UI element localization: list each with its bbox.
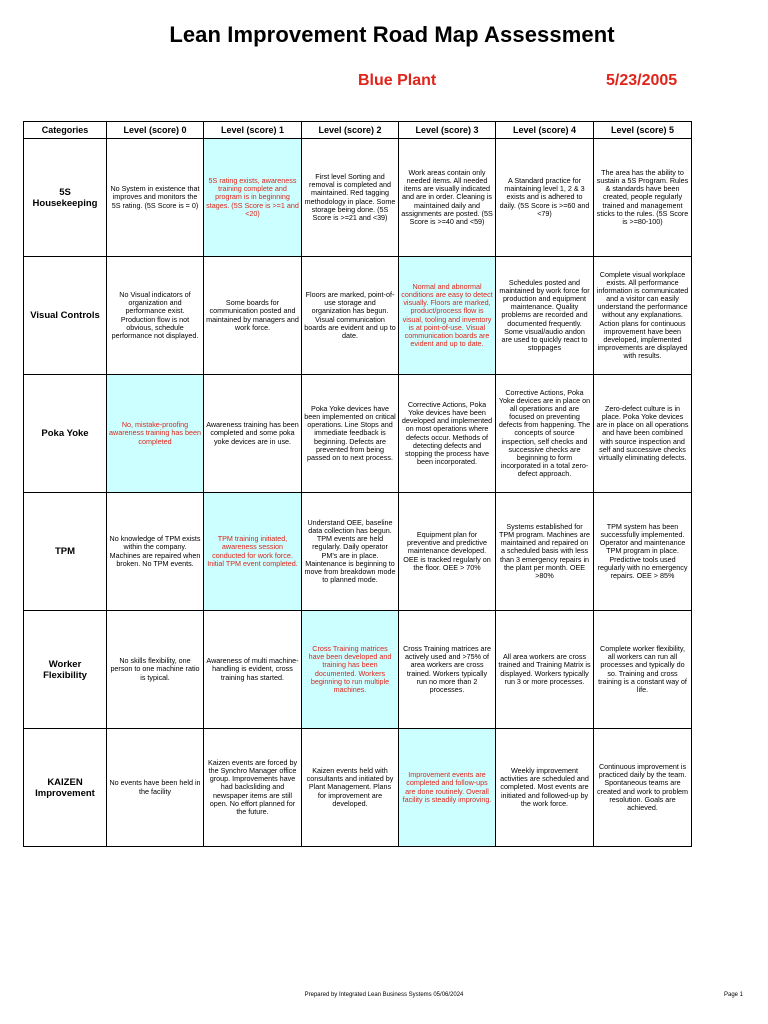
level-5-cell: Continuous improvement is practiced daily by the team. Spontaneous teams are created and work to problem resolution. Goals are achieved. bbox=[594, 729, 692, 847]
level-1-cell: TPM training initiated, awareness session conducted for work force. Initial TPM event completed. bbox=[204, 493, 302, 611]
category-cell: TPM bbox=[24, 493, 107, 611]
category-cell: Visual Controls bbox=[24, 257, 107, 375]
level-1-cell: Awareness training has been completed and some poka yoke devices are in use. bbox=[204, 375, 302, 493]
category-cell: Poka Yoke bbox=[24, 375, 107, 493]
level-1-cell: Some boards for communication posted and maintained by managers and work force. bbox=[204, 257, 302, 375]
level-3-cell: Equipment plan for preventive and predictive maintenance developed. OEE is tracked regularly on the floor. OEE > 70% bbox=[399, 493, 496, 611]
table-row bbox=[24, 493, 692, 611]
page-number: Page 1 bbox=[724, 992, 744, 998]
level-4-cell: Schedules posted and maintained by work force for production and equipment maintenance. Quality problems are recorded and documented frequently. Some visual/audio andon are used to quickly react to stoppages bbox=[496, 257, 594, 375]
header-level-3: Level (score) 3 bbox=[399, 122, 496, 139]
footer-note: Prepared by Integrated Lean Business Systems 05/06/2024 bbox=[304, 992, 464, 998]
level-5-cell: Zero-defect culture is in place. Poka Yoke devices are in place on all operations and have been combined with source inspection and self and successive checks virtually eliminating defects. bbox=[594, 375, 692, 493]
level-3-cell: Improvement events are completed and follow-ups are done routinely. Overall facility is steadily improving. bbox=[399, 729, 496, 847]
header-level-1: Level (score) 1 bbox=[204, 122, 302, 139]
level-0-cell: No knowledge of TPM exists within the company. Machines are repaired when broken. No TPM events. bbox=[107, 493, 204, 611]
level-5-cell: TPM system has been successfully implemented. Operator and maintenance TPM program in place. Predictive tools used regularly with no emergency repairs. OEE > 85% bbox=[594, 493, 692, 611]
level-5-cell: The area has the ability to sustain a 5S Program. Rules & standards have been created, people regularly trained and management sticks to the rules. (5S Score is >=80-100) bbox=[594, 139, 692, 257]
table-row bbox=[24, 257, 692, 375]
level-2-cell: Floors are marked, point-of-use storage and organization has begun. Visual communication boards are evident and up to date. bbox=[302, 257, 399, 375]
level-4-cell: All area workers are cross trained and Training Matrix is displayed. Workers typically run 3 or more processes. bbox=[496, 611, 594, 729]
table-row bbox=[24, 375, 692, 493]
table-row bbox=[24, 611, 692, 729]
page-title: Lean Improvement Road Map Assessment bbox=[169, 22, 615, 47]
assessment-date: 5/23/2005 bbox=[606, 72, 678, 89]
header-level-5: Level (score) 5 bbox=[594, 122, 692, 139]
level-5-cell: Complete worker flexibility, all workers can run all processes and typically do so. Training and cross training is a constant way of life. bbox=[594, 611, 692, 729]
level-3-cell: Normal and abnormal conditions are easy to detect visually. Floors are marked, product/process flow is visual, tooling and inventory is at point-of-use. Visual communication boards are evident and up to date. bbox=[399, 257, 496, 375]
level-3-cell: Work areas contain only needed items. All needed items are visually indicated and are in order. Cleaning is maintained daily and assignments are posted. (5S Score is >=40 and <59) bbox=[399, 139, 496, 257]
level-1-cell: Awareness of multi machine-handling is evident, cross training has started. bbox=[204, 611, 302, 729]
category-cell: KAIZEN Improvement bbox=[24, 729, 107, 847]
level-2-cell: Cross Training matrices have been developed and training has been documented. Workers beginning to run multiple machines. bbox=[302, 611, 399, 729]
level-2-cell: Understand OEE, baseline data collection has begun. TPM events are held regularly. Daily operator PM's are in place. Maintenance is beginning to move from breakdown mode to planned mode. bbox=[302, 493, 399, 611]
category-cell: 5S Housekeeping bbox=[24, 139, 107, 257]
level-1-cell: Kaizen events are forced by the Synchro Manager office group. Improvements have had backsliding and newspaper items are still open. No effort planned for the future. bbox=[204, 729, 302, 847]
level-4-cell: A Standard practice for maintaining level 1, 2 & 3 exists and is adhered to daily. (5S Score is >=60 and <79) bbox=[496, 139, 594, 257]
level-4-cell: Systems established for TPM program. Machines are maintained and repaired on a scheduled basis with less than 3 emergency repairs in the plant per month. OEE >80% bbox=[496, 493, 594, 611]
roadmap-table bbox=[23, 121, 692, 847]
level-0-cell: No events have been held in the facility bbox=[107, 729, 204, 847]
header-level-2: Level (score) 2 bbox=[302, 122, 399, 139]
level-0-cell: No, mistake-proofing awareness training has been completed bbox=[107, 375, 204, 493]
level-0-cell: No System in existence that improves and monitors the 5S rating. (5S Score is = 0) bbox=[107, 139, 204, 257]
level-2-cell: First level Sorting and removal is completed and maintained. Red tagging methodology in place. Some storage being done. (5S Score is >=21 and <39) bbox=[302, 139, 399, 257]
category-cell: Worker Flexibility bbox=[24, 611, 107, 729]
level-2-cell: Poka Yoke devices have been implemented on critical operations. Line Stops and immediate feedback is beginning. Defects are prevented from being passed on to next process. bbox=[302, 375, 399, 493]
level-4-cell: Weekly improvement activities are scheduled and completed. Most events are initiated and followed-up by the work force. bbox=[496, 729, 594, 847]
level-3-cell: Cross Training matrices are actively used and >75% of area workers are cross trained. Workers typically run no more than 2 processes. bbox=[399, 611, 496, 729]
header-row bbox=[24, 122, 692, 139]
level-1-cell: 5S rating exists, awareness training complete and program is in beginning stages. (5S Score is >=1 and <20) bbox=[204, 139, 302, 257]
table-row bbox=[24, 729, 692, 847]
level-3-cell: Corrective Actions, Poka Yoke devices have been developed and implemented on most operations where defects occur. Methods of detecting defects and stopping the process have been incorporated. bbox=[399, 375, 496, 493]
header-level-0: Level (score) 0 bbox=[107, 122, 204, 139]
level-4-cell: Corrective Actions, Poka Yoke devices are in place on all operations and are focused on preventing defects from happening. The concepts of source inspection, self checks and successive checks are beginning to form incorporated in a total zero-defect approach. bbox=[496, 375, 594, 493]
plant-name: Blue Plant bbox=[358, 72, 437, 89]
level-2-cell: Kaizen events held with consultants and initiated by Plant Management. Plans for improvement are developed. bbox=[302, 729, 399, 847]
header-categories: Categories bbox=[24, 122, 107, 139]
level-5-cell: Complete visual workplace exists. All performance information is communicated and a visitor can easily understand the performance without any explanations. Action plans for continuous improvement have been developed, implemented improvements are displayed with results. bbox=[594, 257, 692, 375]
level-0-cell: No Visual indicators of organization and performance exist. Production flow is not obvious, schedule performance not displayed. bbox=[107, 257, 204, 375]
table-row bbox=[24, 139, 692, 257]
level-0-cell: No skills flexibility, one person to one machine ratio is typical. bbox=[107, 611, 204, 729]
header-level-4: Level (score) 4 bbox=[496, 122, 594, 139]
